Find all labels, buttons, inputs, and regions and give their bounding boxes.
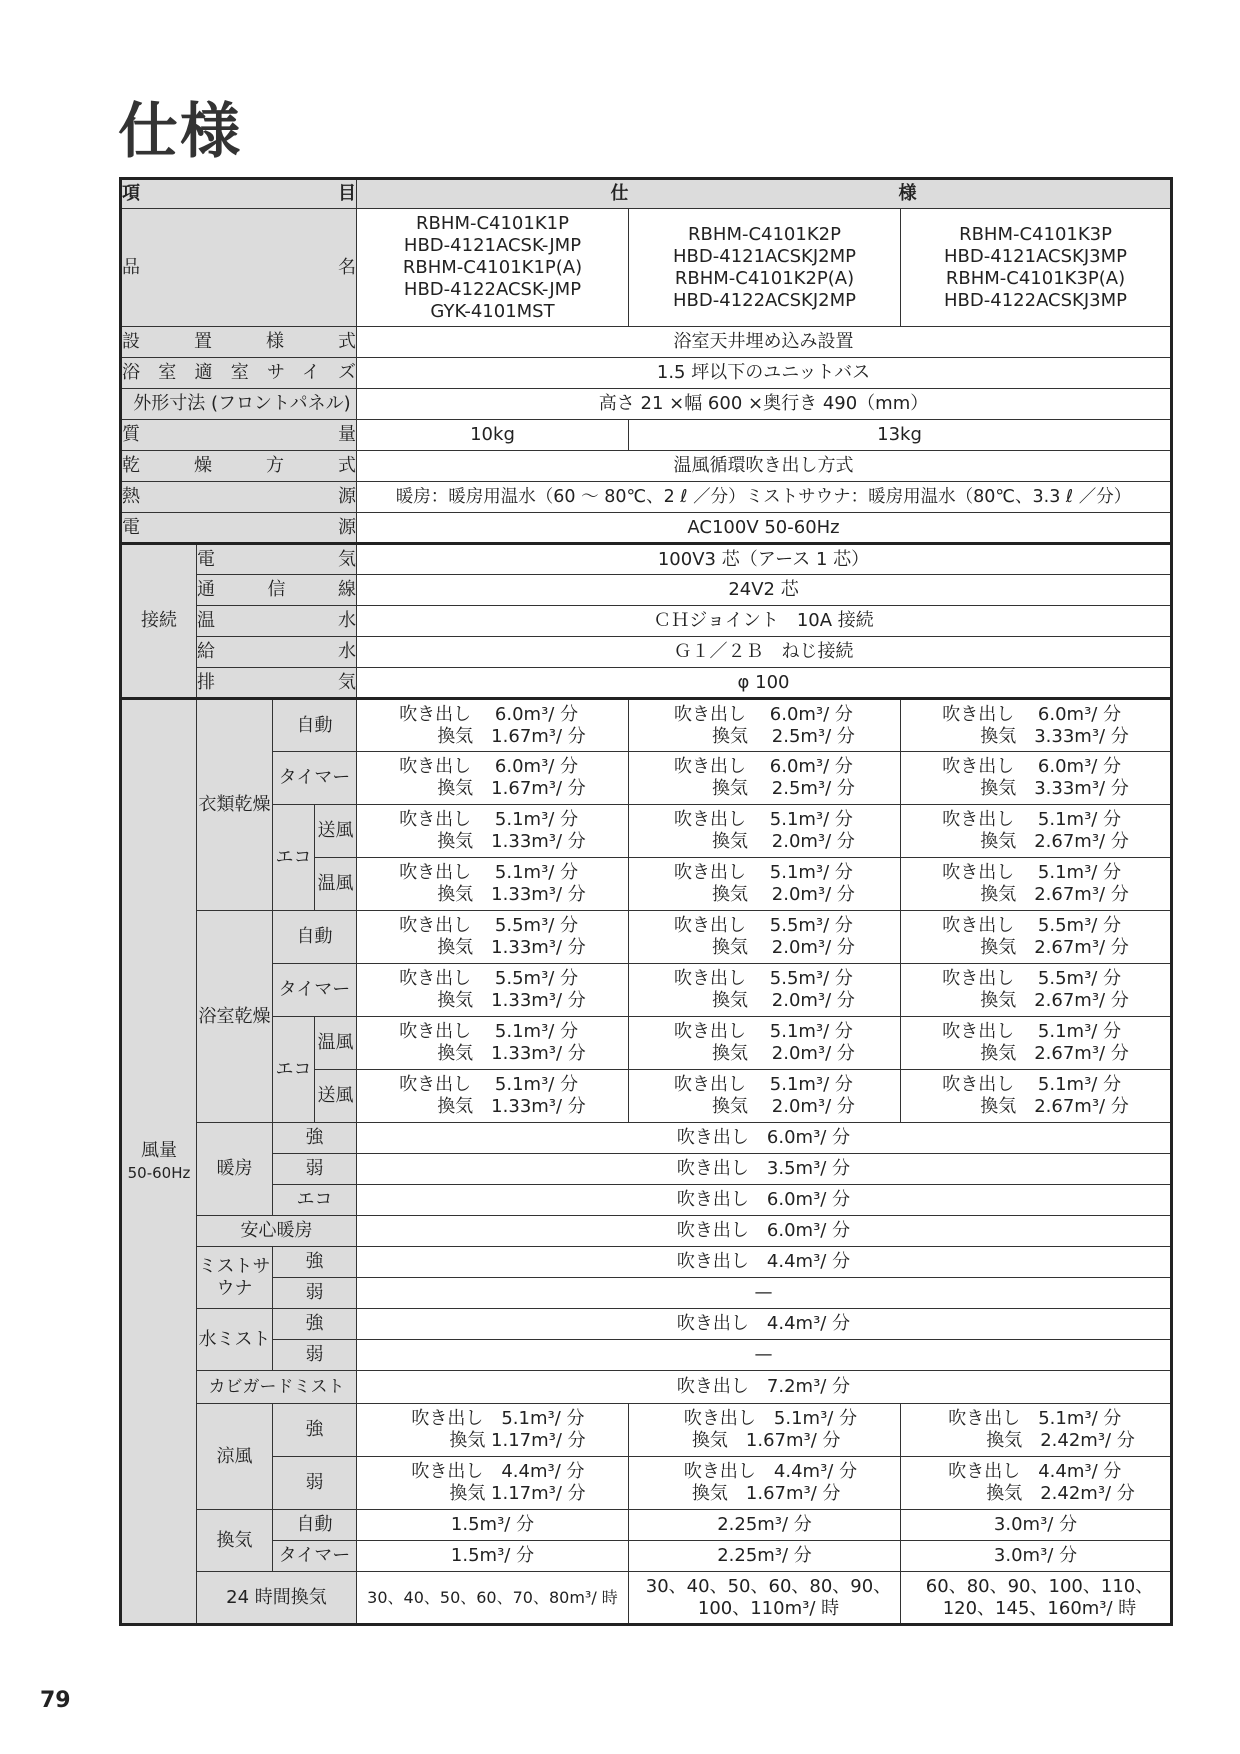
page-title: 仕様 xyxy=(118,97,242,167)
bath-eco-label: エコ xyxy=(273,1017,315,1123)
bath-timer-c3: 吹き出し 5.5m³/ 分 換気 2.67m³/ 分 xyxy=(901,964,1172,1017)
bath-eco1-c2: 吹き出し 5.1m³/ 分 換気 2.0m³/ 分 xyxy=(629,1017,901,1070)
cool-strong-c3: 吹き出し 5.1m³/ 分 換気 2.42m³/ 分 xyxy=(901,1404,1172,1457)
model: RBHM-C4101K1P xyxy=(416,212,569,234)
mass-label: 質 量 xyxy=(121,420,357,451)
bath-timer-label: タイマー xyxy=(273,964,357,1017)
power-value: AC100V 50-60Hz xyxy=(357,513,1172,544)
model: HBD-4121ACSKJ2MP xyxy=(673,245,856,267)
heating-eco-label: エコ xyxy=(273,1185,357,1216)
cool-strong-c2: 吹き出し 5.1m³/ 分 換気 1.67m³/ 分 xyxy=(629,1404,901,1457)
airflow-title: 風量 xyxy=(141,1139,177,1161)
vent-auto-c2: 2.25m³/ 分 xyxy=(629,1510,901,1541)
conn-hotwater-value: ＣＨジョイント 10A 接続 xyxy=(357,606,1172,637)
page-number: 79 xyxy=(40,1688,71,1713)
clothes-dry-label: 衣類乾燥 xyxy=(197,699,273,911)
vent-timer-c3: 3.0m³/ 分 xyxy=(901,1541,1172,1572)
airflow-hz: 50-60Hz xyxy=(127,1163,191,1182)
model: RBHM-C4101K2P(A) xyxy=(674,267,855,289)
header-spec: 仕 様 xyxy=(357,179,1172,209)
model: RBHM-C4101K3P xyxy=(959,223,1112,245)
heat-source-value: 暖房：暖房用温水（60 ～ 80℃、2 ℓ ／分）ミストサウナ：暖房用温水（80℃、3.3 ℓ ／分） xyxy=(357,482,1172,513)
conn-water-value: Ｇ１／２Ｂ ねじ接続 xyxy=(357,637,1172,668)
cool-weak-c1: 吹き出し 4.4m³/ 分 換気 1.17m³/ 分 xyxy=(357,1457,629,1510)
bath-timer-c1: 吹き出し 5.5m³/ 分 換気 1.33m³/ 分 xyxy=(357,964,629,1017)
model: RBHM-C4101K1P(A) xyxy=(402,256,583,278)
bath-eco1-label: 温風 xyxy=(315,1017,357,1070)
mist-sauna-strong-label: 強 xyxy=(273,1247,357,1278)
clothes-eco-label: エコ xyxy=(273,805,315,911)
product-col1 xyxy=(357,209,629,327)
water-mist-weak-value: — xyxy=(357,1340,1172,1371)
clothes-auto-label: 自動 xyxy=(273,699,357,752)
model: HBD-4121ACSK-JMP xyxy=(403,234,582,256)
water-mist-strong-label: 強 xyxy=(273,1309,357,1340)
mist-sauna-weak-label: 弱 xyxy=(273,1278,357,1309)
mass-value-1: 10kg xyxy=(357,420,629,451)
clothes-timer-c3: 吹き出し 6.0m³/ 分 換気 3.33m³/ 分 xyxy=(901,752,1172,805)
conn-water-label: 給 水 xyxy=(197,637,357,668)
h24-c1: 30、40、50、60、70、80m³/ 時 xyxy=(357,1572,629,1625)
spec-table xyxy=(119,177,1173,1626)
clothes-timer-c2: 吹き出し 6.0m³/ 分 換気 2.5m³/ 分 xyxy=(629,752,901,805)
model: HBD-4122ACSKJ3MP xyxy=(944,289,1128,311)
bath-auto-c2: 吹き出し 5.5m³/ 分 換気 2.0m³/ 分 xyxy=(629,911,901,964)
model: HBD-4122ACSKJ2MP xyxy=(673,289,856,311)
model: GYK-4101MST xyxy=(430,300,555,322)
header-item: 項 目 xyxy=(121,179,357,209)
conn-electric-value: 100V3 芯（アース 1 芯） xyxy=(357,544,1172,575)
conn-exhaust-value: φ 100 xyxy=(357,668,1172,699)
clothes-eco1-c2: 吹き出し 5.1m³/ 分 換気 2.0m³/ 分 xyxy=(629,805,901,858)
connection-label: 接続 xyxy=(121,544,197,699)
model: HBD-4121ACSKJ3MP xyxy=(944,245,1128,267)
clothes-eco1-c1: 吹き出し 5.1m³/ 分 換気 1.33m³/ 分 xyxy=(357,805,629,858)
clothes-timer-c1: 吹き出し 6.0m³/ 分 換気 1.67m³/ 分 xyxy=(357,752,629,805)
vent-auto-c1: 1.5m³/ 分 xyxy=(357,1510,629,1541)
cool-weak-c2: 吹き出し 4.4m³/ 分 換気 1.67m³/ 分 xyxy=(629,1457,901,1510)
product-col3 xyxy=(901,209,1172,327)
room-size-label: 浴室適室サイズ xyxy=(121,358,357,389)
bath-auto-label: 自動 xyxy=(273,911,357,964)
airflow-label xyxy=(121,699,197,1625)
clothes-eco1-c3: 吹き出し 5.1m³/ 分 換気 2.67m³/ 分 xyxy=(901,805,1172,858)
heat-source-label: 熱 源 xyxy=(121,482,357,513)
bath-auto-c1: 吹き出し 5.5m³/ 分 換気 1.33m³/ 分 xyxy=(357,911,629,964)
cool-strong-label: 強 xyxy=(273,1404,357,1457)
cool-weak-label: 弱 xyxy=(273,1457,357,1510)
dimension-label: 外形寸法 (フロントパネル) xyxy=(121,389,357,420)
product-label: 品 名 xyxy=(121,209,357,327)
clothes-auto-c2: 吹き出し 6.0m³/ 分 換気 2.5m³/ 分 xyxy=(629,699,901,752)
h24-c3: 60、80、90、100、110、 120、145、160m³/ 時 xyxy=(901,1572,1172,1625)
clothes-eco1-label: 送風 xyxy=(315,805,357,858)
bath-dry-label: 浴室乾燥 xyxy=(197,911,273,1123)
bath-eco2-label: 送風 xyxy=(315,1070,357,1123)
vent-timer-c2: 2.25m³/ 分 xyxy=(629,1541,901,1572)
bath-eco2-c3: 吹き出し 5.1m³/ 分 換気 2.67m³/ 分 xyxy=(901,1070,1172,1123)
clothes-timer-label: タイマー xyxy=(273,752,357,805)
product-col2 xyxy=(629,209,901,327)
clothes-auto-c3: 吹き出し 6.0m³/ 分 換気 3.33m³/ 分 xyxy=(901,699,1172,752)
clothes-eco2-c3: 吹き出し 5.1m³/ 分 換気 2.67m³/ 分 xyxy=(901,858,1172,911)
safe-heating-value: 吹き出し 6.0m³/ 分 xyxy=(357,1216,1172,1247)
power-label: 電 源 xyxy=(121,513,357,544)
heating-strong-label: 強 xyxy=(273,1123,357,1154)
ventilation-label: 換気 xyxy=(197,1510,273,1572)
install-label: 設 置 様 式 xyxy=(121,327,357,358)
water-mist-weak-label: 弱 xyxy=(273,1340,357,1371)
dimension-value: 高さ 21 ×幅 600 ×奥行き 490（mm） xyxy=(357,389,1172,420)
model: RBHM-C4101K2P xyxy=(688,223,841,245)
bath-auto-c3: 吹き出し 5.5m³/ 分 換気 2.67m³/ 分 xyxy=(901,911,1172,964)
bath-eco2-c2: 吹き出し 5.1m³/ 分 換気 2.0m³/ 分 xyxy=(629,1070,901,1123)
mold-guard-label: カビガードミスト xyxy=(197,1371,357,1404)
heating-weak-label: 弱 xyxy=(273,1154,357,1185)
cool-strong-c1: 吹き出し 5.1m³/ 分 換気 1.17m³/ 分 xyxy=(357,1404,629,1457)
conn-signal-value: 24V2 芯 xyxy=(357,575,1172,606)
mass-value-23: 13kg xyxy=(629,420,1172,451)
clothes-eco2-label: 温風 xyxy=(315,858,357,911)
safe-heating-label: 安心暖房 xyxy=(197,1216,357,1247)
mist-sauna-label: ミストサウナ xyxy=(197,1247,273,1309)
clothes-eco2-c2: 吹き出し 5.1m³/ 分 換気 2.0m³/ 分 xyxy=(629,858,901,911)
dry-method-label: 乾 燥 方 式 xyxy=(121,451,357,482)
heating-eco-value: 吹き出し 6.0m³/ 分 xyxy=(357,1185,1172,1216)
conn-hotwater-label: 温 水 xyxy=(197,606,357,637)
water-mist-strong-value: 吹き出し 4.4m³/ 分 xyxy=(357,1309,1172,1340)
vent-timer-c1: 1.5m³/ 分 xyxy=(357,1541,629,1572)
bath-eco2-c1: 吹き出し 5.1m³/ 分 換気 1.33m³/ 分 xyxy=(357,1070,629,1123)
vent-auto-c3: 3.0m³/ 分 xyxy=(901,1510,1172,1541)
cool-weak-c3: 吹き出し 4.4m³/ 分 換気 2.42m³/ 分 xyxy=(901,1457,1172,1510)
room-size-value: 1.5 坪以下のユニットバス xyxy=(357,358,1172,389)
mist-sauna-weak-value: — xyxy=(357,1278,1172,1309)
h24-c2: 30、40、50、60、80、90、 100、110m³/ 時 xyxy=(629,1572,901,1625)
heating-strong-value: 吹き出し 6.0m³/ 分 xyxy=(357,1123,1172,1154)
bath-timer-c2: 吹き出し 5.5m³/ 分 換気 2.0m³/ 分 xyxy=(629,964,901,1017)
dry-method-value: 温風循環吹き出し方式 xyxy=(357,451,1172,482)
model: HBD-4122ACSK-JMP xyxy=(403,278,582,300)
conn-electric-label: 電 気 xyxy=(197,544,357,575)
cool-air-label: 涼風 xyxy=(197,1404,273,1510)
mold-guard-value: 吹き出し 7.2m³/ 分 xyxy=(357,1371,1172,1404)
h24-label: 24 時間換気 xyxy=(197,1572,357,1625)
mist-sauna-strong-value: 吹き出し 4.4m³/ 分 xyxy=(357,1247,1172,1278)
install-value: 浴室天井埋め込み設置 xyxy=(357,327,1172,358)
vent-timer-label: タイマー xyxy=(273,1541,357,1572)
conn-exhaust-label: 排 気 xyxy=(197,668,357,699)
conn-signal-label: 通 信 線 xyxy=(197,575,357,606)
clothes-eco2-c1: 吹き出し 5.1m³/ 分 換気 1.33m³/ 分 xyxy=(357,858,629,911)
model: RBHM-C4101K3P(A) xyxy=(945,267,1126,289)
clothes-auto-c1: 吹き出し 6.0m³/ 分 換気 1.67m³/ 分 xyxy=(357,699,629,752)
vent-auto-label: 自動 xyxy=(273,1510,357,1541)
water-mist-label: 水ミスト xyxy=(197,1309,273,1371)
heating-label: 暖房 xyxy=(197,1123,273,1216)
heating-weak-value: 吹き出し 3.5m³/ 分 xyxy=(357,1154,1172,1185)
bath-eco1-c1: 吹き出し 5.1m³/ 分 換気 1.33m³/ 分 xyxy=(357,1017,629,1070)
bath-eco1-c3: 吹き出し 5.1m³/ 分 換気 2.67m³/ 分 xyxy=(901,1017,1172,1070)
